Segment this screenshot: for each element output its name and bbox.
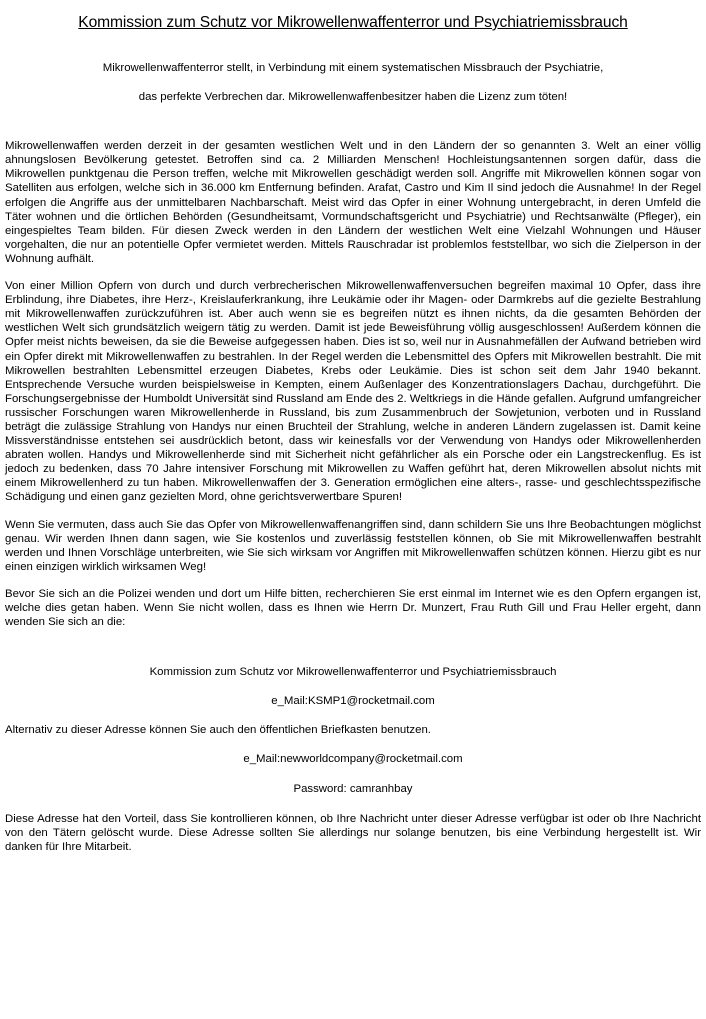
contact-organization: Kommission zum Schutz vor Mikrowellenwaffenterror und Psychiatriemissbrauch [149, 666, 557, 679]
body-paragraph-2: Von einer Million Opfern von durch und durch verbrecherischen Mikrowellenwaffenversuchen begreifen maximal 10 Opfer, dass ihre Erblindung, ihre Diabetes, ihre Herz-, Kreislauferkrankung, ihre Leukämie oder ihr Magen- oder Darmkrebs auf die gezielte Bestrahlung mit Mikrowellenwaffen zurückzuführen ist. Aber auch wenn sie es begreifen nützt es ihnen nichts, da die gesamten Behörden der westlichen Welt sich grundsätzlich weigern tätig zu werden. Damit ist jede Beweisführung völlig ausgeschlossen! Außerdem können die Opfer meist nichts beweisen, da sie die Beweise aufgegessen haben. Dies ist so, weil nur in Ausnahmefällen der Aufwand betrieben wird ein Opfer direkt mit Mikrowellenwaffen zu bestrahlen. In der Regel werden die Lebensmittel des Opfers mit Mikrowellen bestrahlt. Die mit Mikrowellen bestrahlten Lebensmittel erzeugen Diabetes, Krebs oder Leukämie. Dies ist schon seit dem Jahr 1940 bekannt. Entsprechende Versuche wurden beispielsweise in Kempten, einem Außenlager des Konzentrationslagers Dachau, durchgeführt. Die Forschungsergebnisse der Humboldt Universität sind Russland am Ende des 2. Weltkriegs in die Hände gefallen. Aufgrund umfangreicher russischer Forschungen waren Mikrowellenherde in Russland, bis zum Zusammenbruch der Sowjetunion, verboten und in Russland beträgt die zulässige Strahlung von Handys nur einen Bruchteil der Strahlung, welche in anderen Ländern zugelassen ist. Damit keine Missverständnisse entstehen sei ausdrücklich betont, dass wir keinesfalls vor der Verwendung von Handys oder Mikrowellenherden abraten wollen. Handys und Mikrowellenherde sind mit Sicherheit nicht gefährlicher als ein Porsche oder ein Langstreckenflug. Es ist jedoch zu bedenken, dass 70 Jahre intensiver Forschung mit Mikrowellen zu Waffen geführt hat, deren Mikrowellen absolut nichts mit einem Mikrowellenherd zu tun haben. Mikrowellenwaffen der 3. Generation ermöglichen eine alters-, rasse- und geschlechtsspezifische Schädigung und einen ganz gezielten Mord, ohne gerichtsverwertbare Spuren! [5, 280, 701, 504]
closing-paragraph: Diese Adresse hat den Vorteil, dass Sie kontrollieren können, ob Ihre Nachricht unter dieser Adresse verfügbar ist oder ob Ihre Nachricht von den Tätern gelöscht wurde. Diese Adresse sollten Sie allerdings nur solange benutzen, bis eine Verbindung hergestellt ist. Wir danken für Ihre Mitarbeit. [5, 812, 701, 853]
alternative-mailbox-text: Alternativ zu dieser Adresse können Sie auch den öffentlichen Briefkasten benutzen. [5, 724, 431, 737]
alternative-email[interactable]: e_Mail:newworldcompany@rocketmail.com [243, 753, 463, 766]
contact-email[interactable]: e_Mail:KSMP1@rocketmail.com [271, 695, 435, 708]
intro-line-2: das perfekte Verbrechen dar. Mikrowellenwaffenbesitzer haben die Lizenz zum töten! [138, 91, 568, 104]
body-paragraph-4: Bevor Sie sich an die Polizei wenden und dort um Hilfe bitten, recherchieren Sie erst einmal im Internet wie es den Opfern ergangen ist, welche dies getan haben. Wenn Sie nicht wollen, dass es Ihnen wie Herrn Dr. Munzert, Frau Ruth Gill und Frau Heller ergeht, dann wenden Sie sich an die: [5, 587, 701, 629]
document-page [5, 0, 701, 854]
body-paragraph-1: Mikrowellenwaffen werden derzeit in der gesamten westlichen Welt und in den Ländern der so genannten 3. Welt an einer völlig ahnungslosen Bevölkerung getestet. Betroffen sind ca. 2 Milliarden Menschen! Hochleistungsantennen sorgen dafür, dass die Mikrowellen punktgenau die Person treffen, welche mit Mikrowellen geschädigt werden soll. Angriffe mit Mikrowellen können sogar von Satelliten aus erfolgen, welche sich in 36.000 km Entfernung befinden. Arafat, Castro und Kim Il sind jedoch die Ausnahme! In der Regel erfolgen die Angriffe aus der unmittelbaren Nachbarschaft. Meist wird das Opfer in einer Wohnung untergebracht, in deren Umfeld die Täter wohnen und die örtlichen Behörden (Gesundheitsamt, Vormundschaftsgericht und Psychiatrie) und Rechtsanwälte (Pfleger), ein eingespieltes Team bilden. Für diesen Zweck werden in den Ländern der westlichen Welt eine Vielzahl Wohnungen und Häuser vorgehalten, die nur an potentielle Opfer vermietet werden. Mittels Rauschradar ist problemlos feststellbar, wo sich die Zielperson in der Wohnung aufhält. [5, 140, 701, 265]
document-title: Kommission zum Schutz vor Mikrowellenwaffenterror und Psychiatriemissbrauch [78, 14, 628, 31]
body-paragraph-3: Wenn Sie vermuten, dass auch Sie das Opfer von Mikrowellenwaffenangriffen sind, dann schildern Sie uns Ihre Beobachtungen möglichst genau. Wir werden Ihnen dann sagen, wie Sie kostenlos und zuverlässig feststellen können, ob Sie mit Mikrowellenwaffen bestrahlt werden und Ihnen Vorschläge unterbreiten, wie Sie sich wirksam vor Angriffen mit Mikrowellenwaffen schützen können. Hierzu gibt es nur einen einzigen wirklich wirksamen Weg! [5, 518, 701, 573]
intro-line-1: Mikrowellenwaffenterror stellt, in Verbindung mit einem systematischen Missbrauch der Psychiatrie, [102, 62, 604, 74]
mailbox-password: Password: camranhbay [293, 782, 413, 795]
